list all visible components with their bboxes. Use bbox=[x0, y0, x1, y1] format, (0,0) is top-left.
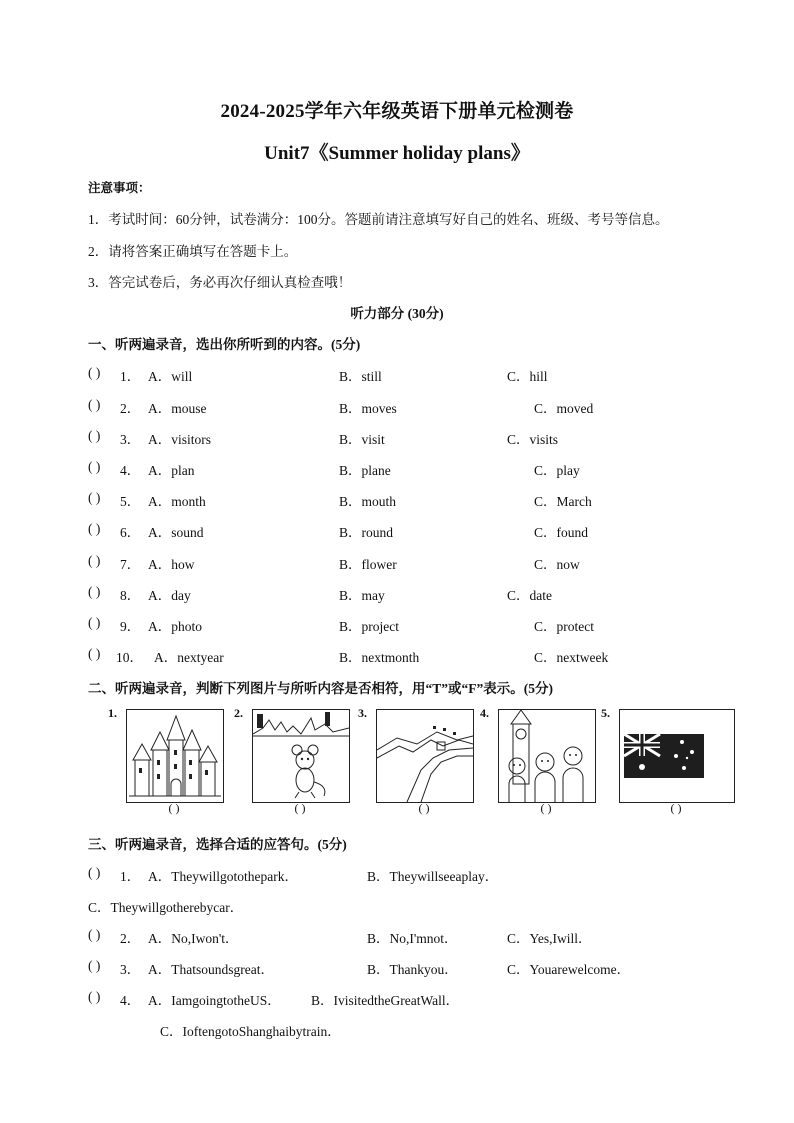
exam-title: 2024-2025学年六年级英语下册单元检测卷 bbox=[220, 101, 574, 122]
question-number: 9． bbox=[120, 619, 141, 634]
answer-blank[interactable]: ( ) bbox=[540, 801, 552, 815]
option-c: C．Yes,Iwill． bbox=[507, 931, 592, 946]
question-number: 4． bbox=[120, 463, 141, 478]
exam-subtitle: Unit7《Summer holiday plans》 bbox=[264, 143, 530, 164]
answer-blank[interactable]: ( ) bbox=[294, 801, 306, 815]
answer-blank[interactable]: ( ) bbox=[88, 989, 101, 1004]
question-number: 5． bbox=[120, 494, 141, 509]
note-item-2: 2．请将答案正确填写在答题卡上。 bbox=[88, 244, 298, 259]
s3-question bbox=[88, 865, 728, 885]
question-number: 8． bbox=[120, 588, 141, 603]
option-b: B．No,I'mnot． bbox=[367, 931, 458, 946]
option-a: A．IamgoingtotheUS． bbox=[148, 993, 281, 1008]
s3-question-continued bbox=[88, 896, 728, 916]
s3-question bbox=[88, 927, 728, 947]
answer-blank[interactable]: ( ) bbox=[88, 459, 101, 474]
answer-blank[interactable]: ( ) bbox=[88, 927, 101, 942]
option-a: A．plan bbox=[148, 463, 195, 478]
picture-number: 2. bbox=[234, 706, 243, 720]
s1-question bbox=[88, 646, 728, 666]
s1-question bbox=[88, 615, 728, 635]
s1-question bbox=[88, 397, 728, 417]
picture-number: 3. bbox=[358, 706, 367, 720]
section2-heading: 二、听两遍录音，判断下列图片与所听内容是否相符，用“T”或“F”表示。(5分) bbox=[88, 681, 553, 696]
answer-blank[interactable]: ( ) bbox=[88, 365, 101, 380]
option-b: B．mouth bbox=[339, 494, 397, 509]
s3-question-continued bbox=[88, 1020, 728, 1040]
answer-blank[interactable]: ( ) bbox=[88, 865, 101, 880]
option-a: A．nextyear bbox=[154, 650, 224, 665]
answer-blank[interactable]: ( ) bbox=[670, 801, 682, 815]
s3-question bbox=[88, 958, 728, 978]
picture-row bbox=[108, 706, 748, 816]
option-b: B．moves bbox=[339, 401, 397, 416]
option-c: C．IoftengotoShanghaibytrain． bbox=[160, 1024, 341, 1039]
option-c: C．date bbox=[507, 588, 552, 603]
australia-flag-icon bbox=[619, 709, 735, 803]
s1-question bbox=[88, 365, 728, 385]
s1-question bbox=[88, 490, 728, 510]
answer-blank[interactable]: ( ) bbox=[88, 958, 101, 973]
answer-blank[interactable]: ( ) bbox=[418, 801, 430, 815]
question-number: 10． bbox=[116, 650, 143, 665]
castle-icon bbox=[126, 709, 224, 803]
s1-question bbox=[88, 521, 728, 541]
picture-number: 1. bbox=[108, 706, 117, 720]
option-a: A．photo bbox=[148, 619, 202, 634]
option-a: A．mouse bbox=[148, 401, 207, 416]
answer-blank[interactable]: ( ) bbox=[88, 428, 101, 443]
option-b: B．IvisitedtheGreatWall． bbox=[311, 993, 460, 1008]
question-number: 3． bbox=[120, 962, 141, 977]
section3-heading: 三、听两遍录音，选择合适的应答句。(5分) bbox=[88, 837, 347, 852]
option-a: A．visitors bbox=[148, 432, 212, 447]
option-b: B．may bbox=[339, 588, 385, 603]
option-a: A．how bbox=[148, 557, 195, 572]
s1-question bbox=[88, 459, 728, 479]
option-b: B．Theywillseeaplay． bbox=[367, 869, 499, 884]
option-a: A．Thatsoundsgreat． bbox=[148, 962, 274, 977]
option-a: A．No,Iwon't． bbox=[148, 931, 239, 946]
option-c: C．protect bbox=[534, 619, 594, 634]
question-number: 4． bbox=[120, 993, 141, 1008]
answer-blank[interactable]: ( ) bbox=[88, 553, 101, 568]
answer-blank[interactable]: ( ) bbox=[88, 490, 101, 505]
option-b: B．project bbox=[339, 619, 399, 634]
option-b: B．nextmonth bbox=[339, 650, 420, 665]
big-ben-family-icon bbox=[498, 709, 596, 803]
option-a: A．Theywillgotothepark． bbox=[148, 869, 298, 884]
question-number: 3． bbox=[120, 432, 141, 447]
option-b: B．flower bbox=[339, 557, 397, 572]
question-number: 1． bbox=[120, 869, 141, 884]
option-b: B．round bbox=[339, 525, 393, 540]
question-number: 1． bbox=[120, 369, 141, 384]
picture-number: 4. bbox=[480, 706, 489, 720]
option-c: C．March bbox=[534, 494, 592, 509]
option-a: A．month bbox=[148, 494, 206, 509]
note-item-1: 1．考试时间：60分钟，试卷满分：100分。答题前请注意填写好自己的姓名、班级、考号等信息。 bbox=[88, 212, 669, 227]
option-b: B．visit bbox=[339, 432, 385, 447]
answer-blank[interactable]: ( ) bbox=[88, 584, 101, 599]
option-c: C．found bbox=[534, 525, 588, 540]
option-c: C．visits bbox=[507, 432, 559, 447]
option-b: B．plane bbox=[339, 463, 391, 478]
question-number: 2． bbox=[120, 931, 141, 946]
notes-heading: 注意事项： bbox=[88, 181, 151, 195]
option-a: A．sound bbox=[148, 525, 204, 540]
s3-question bbox=[88, 989, 728, 1009]
option-b: B．Thankyou． bbox=[367, 962, 458, 977]
section1-heading: 一、听两遍录音，选出你所听到的内容。(5分) bbox=[88, 337, 361, 352]
question-number: 2． bbox=[120, 401, 141, 416]
option-a: A．day bbox=[148, 588, 191, 603]
option-c: C．Theywillgotherebycar． bbox=[88, 900, 244, 915]
picture-number: 5. bbox=[601, 706, 610, 720]
option-c: C．play bbox=[534, 463, 580, 478]
option-a: A．will bbox=[148, 369, 193, 384]
option-c: C．nextweek bbox=[534, 650, 609, 665]
option-c: C．now bbox=[534, 557, 580, 572]
option-c: C．hill bbox=[507, 369, 548, 384]
option-b: B．still bbox=[339, 369, 382, 384]
great-wall-icon bbox=[376, 709, 474, 803]
question-number: 7． bbox=[120, 557, 141, 572]
question-number: 6． bbox=[120, 525, 141, 540]
answer-blank[interactable]: ( ) bbox=[88, 397, 101, 412]
mouse-sydney-icon bbox=[252, 709, 350, 803]
s1-question bbox=[88, 553, 728, 573]
listening-heading: 听力部分 (30分) bbox=[350, 306, 444, 321]
s1-question bbox=[88, 584, 728, 604]
option-c: C．Youarewelcome． bbox=[507, 962, 631, 977]
option-c: C．moved bbox=[534, 401, 594, 416]
note-item-3: 3．答完试卷后，务必再次仔细认真检查哦！ bbox=[88, 275, 352, 290]
answer-blank[interactable]: ( ) bbox=[88, 615, 101, 630]
s1-question bbox=[88, 428, 728, 448]
answer-blank[interactable]: ( ) bbox=[88, 646, 101, 661]
answer-blank[interactable]: ( ) bbox=[88, 521, 101, 536]
answer-blank[interactable]: ( ) bbox=[168, 801, 180, 815]
